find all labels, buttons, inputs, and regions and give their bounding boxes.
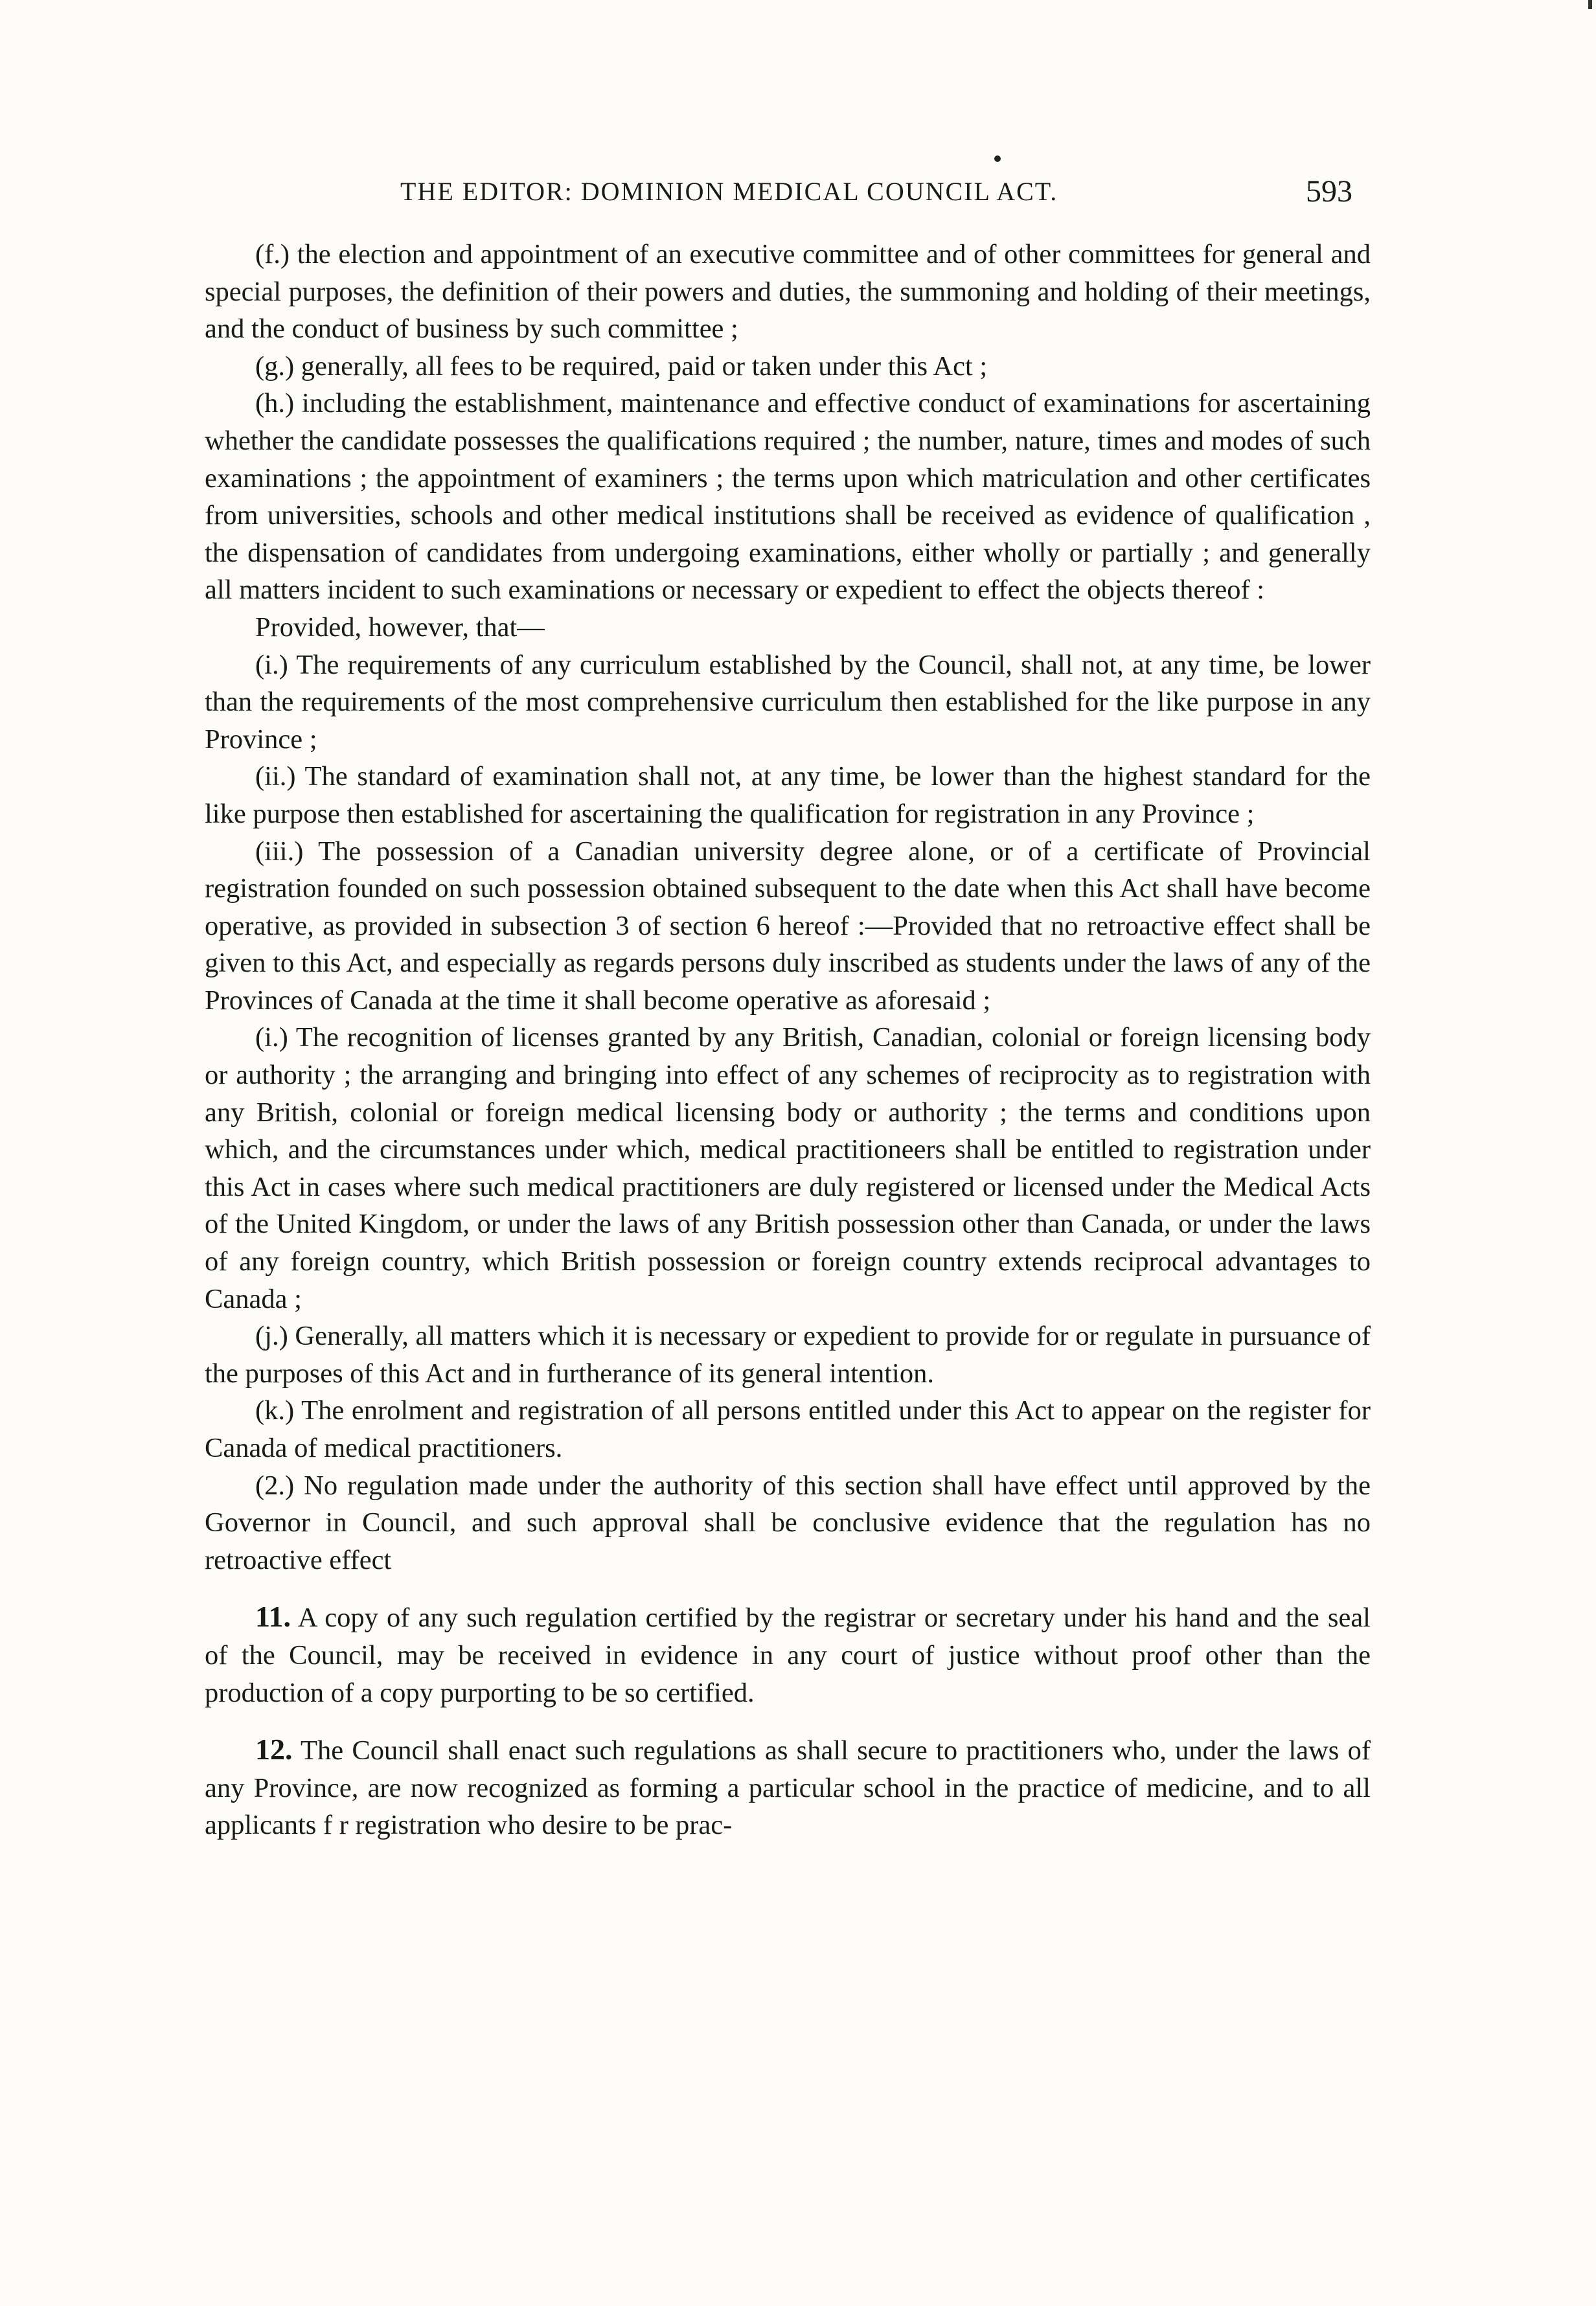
- scan-dot-mark: [994, 155, 1001, 162]
- clause-h: (h.) including the establishment, maintenance and effective conduct of examinations for ascertaining whether the candidate possesses the qualifications required ; the number, nature, times and modes of such examinations ; the appointment of examiners ; the terms upon which matriculation and other certificates from universities, schools and other medical institutions shall be received as evidence of qualification , the dispensation of candidates from undergoing examinations, either wholly or partially ; and generally all matters incident to such examinations or necessary or expedient to effect the objects thereof :: [205, 388, 1371, 606]
- subsection-2: (2.) No regulation made under the authority of this section shall have effect until approved by the Governor in Council, and such approval shall be conclusive evidence that the regulation has no retroactive effect: [205, 1470, 1371, 1575]
- clause-k: (k.) The enrolment and registration of all persons entitled under this Act to appear on the register for Canada of medical practitioners.: [205, 1395, 1371, 1463]
- clause-i: (i.) The recognition of licenses granted by any British, Canadian, colonial or foreign licensing body or authority ; the arranging and bringing into effect of any schemes of reciprocity as to registration with any British, colonial or foreign medical licensing body or authority ; the terms and conditions upon which, and the circumstances under which, medical practitioneers shall be entitled to registration under this Act in cases where such medical practitioners are duly registered or licensed under the Medical Acts of the United Kingdom, or under the laws of any British possession other than Canada, or under the laws of any foreign country, which British possession or foreign country extends reciprocal advantages to Canada ;: [205, 1022, 1371, 1314]
- proviso-ii: (ii.) The standard of examination shall not, at any time, be lower than the highest standard for the like purpose then established for ascertaining the qualification for registration in any Province ;: [205, 761, 1371, 829]
- section-12: [205, 1731, 1371, 1844]
- running-head: THE EDITOR: DOMINION MEDICAL COUNCIL ACT.: [400, 177, 1058, 206]
- proviso-intro: Provided, however, that—: [255, 611, 545, 643]
- clause-g: (g.) generally, all fees to be required, paid or taken under this Act ;: [255, 350, 988, 382]
- section-12-number: 12.: [255, 1733, 293, 1766]
- page-number: 593: [1306, 174, 1352, 209]
- section-11-number: 11.: [255, 1600, 291, 1634]
- clause-f: (f.) the election and appointment of an executive committee and of other committees for general and special purposes, the definition of their powers and duties, the summoning and holding of their meetings, and the conduct of business by such committee ;: [205, 239, 1371, 345]
- section-11-text: A copy of any such regulation certified by the registrar or secretary under his hand and the seal of the Council, may be received in evidence in any court of justice without proof other than the production of a copy purporting to be so certified.: [205, 1603, 1371, 1708]
- page-body: [205, 236, 1371, 1844]
- proviso-i: (i.) The requirements of any curriculum established by the Council, shall not, at any time, be lower than the requirements of the most comprehensive curriculum then established for the like purpose in any Province ;: [205, 649, 1371, 755]
- proviso-iii: (iii.) The possession of a Canadian university degree alone, or of a certificate of Provincial registration founded on such possession obtained subsequent to the date when this Act shall have become operative, as provided in subsection 3 of section 6 hereof :—Provided that no retroactive effect shall be given to this Act, and especially as regards persons duly inscribed as students under the laws of any of the Provinces of Canada at the time it shall become operative as aforesaid ;: [205, 836, 1371, 1016]
- page-header: [400, 176, 1352, 215]
- section-12-text: The Council shall enact such regulations as shall secure to practitioners who, under the laws of any Province, are now recognized as forming a particular school in the practice of medicine, and to all applicants f r registration who desire to be prac-: [205, 1735, 1371, 1841]
- section-11: [205, 1598, 1371, 1711]
- clause-j: (j.) Generally, all matters which it is necessary or expedient to provide for or regulate in pursuance of the purposes of this Act and in furtherance of its general intention.: [205, 1321, 1371, 1389]
- scan-corner-mark: [1588, 0, 1592, 9]
